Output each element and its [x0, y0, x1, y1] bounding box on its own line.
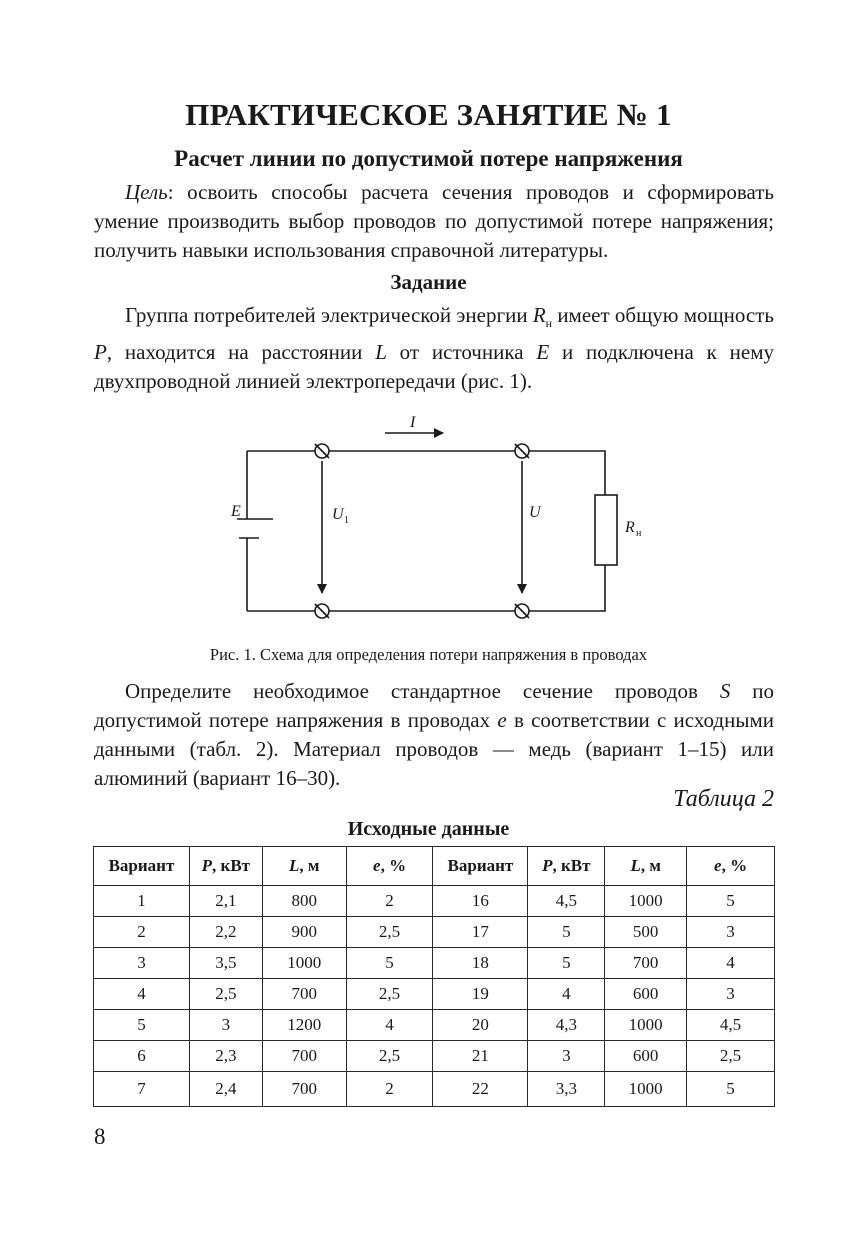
task-text-3: , находится на расстоянии	[106, 340, 376, 365]
table-row	[94, 979, 775, 1010]
header-cell: P, кВт	[528, 847, 605, 886]
table-cell: 2,2	[189, 917, 262, 948]
table-cell: 3	[687, 917, 775, 948]
table-cell: 19	[433, 979, 528, 1010]
table-cell: 800	[262, 886, 346, 917]
header-cell: e, %	[346, 847, 433, 886]
figure-caption: Рис. 1. Схема для определения потери напряжения в проводах	[209, 645, 648, 664]
table-cell: 2,5	[189, 979, 262, 1010]
table-cell: 1000	[605, 1010, 687, 1041]
header-cell: Вариант	[94, 847, 190, 886]
task-text-1: Группа потребителей электрической энергии	[125, 303, 533, 327]
header-cell: e, %	[687, 847, 775, 886]
table-row	[94, 886, 775, 917]
table-cell: 3	[189, 1010, 262, 1041]
determine-text-1: Определите необходимое стандартное сечение проводов	[125, 679, 720, 703]
table-cell: 5	[687, 886, 775, 917]
goal-text: : освоить способы расчета сечения проводов и сформировать умение производить выбор проводов по допустимой потере напряжения; получить навыки использования справочной литературы.	[94, 180, 774, 262]
table-cell: 2	[94, 917, 190, 948]
table-cell: 3,5	[189, 948, 262, 979]
table-cell: 4,5	[687, 1010, 775, 1041]
table-cell: 500	[605, 917, 687, 948]
table-cell: 4	[528, 979, 605, 1010]
task-var-r-sub: н	[545, 316, 553, 331]
table-cell: 4	[94, 979, 190, 1010]
wire-right-bottom	[529, 565, 605, 611]
load-resistor	[595, 495, 617, 565]
table-cell: 5	[528, 917, 605, 948]
table-row	[94, 948, 775, 979]
table-cell: 4,3	[528, 1010, 605, 1041]
table-cell: 20	[433, 1010, 528, 1041]
table-row	[94, 1010, 775, 1041]
table-cell: 21	[433, 1041, 528, 1072]
table-number-label: Таблица 2	[673, 786, 774, 812]
table-cell: 22	[433, 1072, 528, 1107]
task-var-e: E	[536, 340, 550, 365]
table-cell: 3	[528, 1041, 605, 1072]
determine-text-3: в соответствии с исходными данными (табл. 2). Материал проводов — медь (вариант 1–15) или алюминий (вариант 16–30).	[94, 708, 774, 790]
table-cell: 2,5	[346, 1041, 433, 1072]
wire-right-top	[529, 451, 605, 495]
table-cell: 1000	[262, 948, 346, 979]
task-text-4: от источника	[386, 340, 537, 365]
task-paragraph	[94, 301, 774, 396]
table-cell: 7	[94, 1072, 190, 1107]
header-cell: Вариант	[433, 847, 528, 886]
table-cell: 1200	[262, 1010, 346, 1041]
table-cell: 5	[94, 1010, 190, 1041]
page-number: 8	[94, 1124, 106, 1149]
circuit-figure	[215, 405, 655, 630]
table-cell: 5	[346, 948, 433, 979]
table-cell: 2,5	[687, 1041, 775, 1072]
table-cell: 2,1	[189, 886, 262, 917]
table-cell: 700	[262, 979, 346, 1010]
u1-label-sub: 1	[344, 515, 349, 526]
determine-text-2: по допустимой потере напряжения в проводах	[94, 679, 774, 732]
task-text-2: имеет общую мощность	[552, 303, 774, 327]
header-cell: L, м	[605, 847, 687, 886]
goal-paragraph	[94, 178, 774, 265]
data-table	[93, 846, 775, 1107]
table-cell: 16	[433, 886, 528, 917]
table-cell: 2,5	[346, 979, 433, 1010]
table-cell: 6	[94, 1041, 190, 1072]
source-label: E	[231, 503, 241, 520]
table-cell: 1000	[605, 1072, 687, 1107]
task-var-r: R	[532, 303, 546, 327]
task-var-l: L	[375, 340, 387, 365]
u-label: U	[529, 504, 541, 521]
table-cell: 4	[346, 1010, 433, 1041]
table-cell: 2	[346, 886, 433, 917]
table-cell: 17	[433, 917, 528, 948]
table-row	[94, 1072, 775, 1107]
table-cell: 4	[687, 948, 775, 979]
table-cell: 1000	[605, 886, 687, 917]
current-label: I	[410, 414, 416, 431]
table-row	[94, 917, 775, 948]
u1-label: U	[332, 506, 344, 523]
table-header-row	[94, 847, 775, 886]
determine-var-s: S	[719, 679, 731, 703]
table-cell: 4,5	[528, 886, 605, 917]
table-cell: 2	[346, 1072, 433, 1107]
table-cell: 700	[262, 1041, 346, 1072]
table-cell: 700	[262, 1072, 346, 1107]
table-cell: 2,4	[189, 1072, 262, 1107]
table-cell: 2,3	[189, 1041, 262, 1072]
table-cell: 1	[94, 886, 190, 917]
table-cell: 5	[687, 1072, 775, 1107]
table-row	[94, 1041, 775, 1072]
table-cell: 5	[528, 948, 605, 979]
table-cell: 2,5	[346, 917, 433, 948]
load-label-sub: н	[636, 528, 642, 539]
table-cell: 3,3	[528, 1072, 605, 1107]
load-label: R	[625, 519, 635, 536]
task-heading: Задание	[390, 270, 467, 294]
table-cell: 900	[262, 917, 346, 948]
table-cell: 600	[605, 1041, 687, 1072]
header-cell: P, кВт	[189, 847, 262, 886]
determine-var-e: e	[497, 708, 507, 732]
header-cell: L, м	[262, 847, 346, 886]
table-cell: 3	[94, 948, 190, 979]
table-title: Исходные данные	[347, 818, 510, 840]
task-var-p: P	[94, 340, 107, 365]
table-cell: 700	[605, 948, 687, 979]
goal-label: Цель	[125, 180, 168, 204]
determine-paragraph	[94, 677, 774, 793]
table-cell: 18	[433, 948, 528, 979]
table-cell: 600	[605, 979, 687, 1010]
table-cell: 3	[687, 979, 775, 1010]
page-subtitle: Расчет линии по допустимой потере напряжения	[174, 146, 683, 171]
task-text-5: и подключена к нему двухпроводной линией электропередачи (рис. 1).	[94, 340, 775, 394]
page-title: ПРАКТИЧЕСКОЕ ЗАНЯТИЕ № 1	[185, 97, 672, 132]
circuit-diagram	[215, 405, 655, 630]
